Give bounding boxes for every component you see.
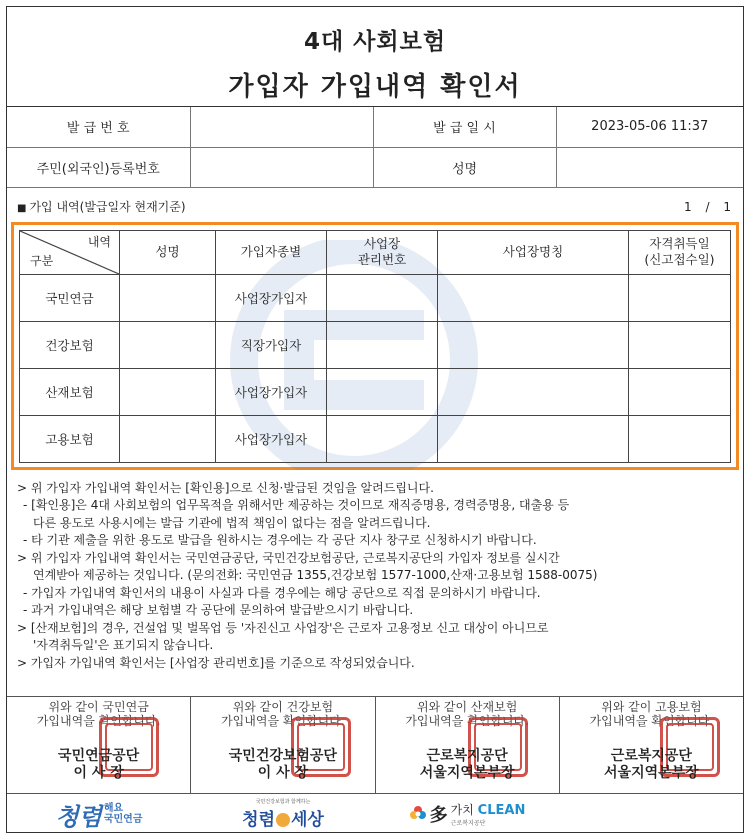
row-workplace xyxy=(438,415,629,462)
row-kind: 사업장가입자 xyxy=(216,368,327,415)
name-value xyxy=(556,147,743,187)
table-row xyxy=(20,274,731,321)
signature-org: 근로복지공단 서울지역본부장 xyxy=(419,748,515,781)
row-date xyxy=(629,274,731,321)
note-line: > 위 가입자 가입내역 확인서는 국민연금공단, 국민건강보험공단, 근로복지공단의 가입자 정보를 실시간 xyxy=(17,550,560,565)
signature-cell-nhis xyxy=(191,697,375,793)
comwel-logo: 多 가치 CLEAN 근로복지공단 xyxy=(375,801,559,827)
resident-no-value xyxy=(190,147,373,187)
note-line: - 가입자 가입내역 확인서의 내용이 사실과 다를 경우에는 해당 공단으로 직접 문의하시기 바랍니다. xyxy=(23,585,541,600)
note-line: 다른 용도로 사용시에는 발급 기관에 법적 책임이 없다는 점을 알려드립니다. xyxy=(33,515,431,530)
page-count: 1 / 1 xyxy=(684,199,731,214)
nhis-logo: 국민건강보험과 함께하는 청렴 세상 xyxy=(242,799,324,830)
row-name xyxy=(120,368,216,415)
issue-date-label: 발 급 일 시 xyxy=(373,107,556,147)
row-kind: 직장가입자 xyxy=(216,321,327,368)
row-type: 산재보험 xyxy=(20,368,120,415)
row-workplace xyxy=(438,274,629,321)
table-row xyxy=(20,415,731,462)
signature-statement: 위와 같이 고용보험 가입내역을 확인합니다. xyxy=(589,700,714,728)
title-area xyxy=(7,7,743,107)
column-header-mgmt-no: 사업장 관리번호 xyxy=(327,230,438,274)
notes-section xyxy=(7,470,743,673)
row-name xyxy=(120,274,216,321)
column-header-kind: 가입자종별 xyxy=(216,230,327,274)
row-date xyxy=(629,321,731,368)
smile-icon xyxy=(276,813,290,827)
note-line: > 위 가입자 가입내역 확인서는 [확인용]으로 신청·발급된 것임을 알려드립니다. xyxy=(17,480,434,495)
enrollment-table xyxy=(19,230,731,463)
flower-icon xyxy=(409,805,427,823)
note-line: - [확인용]은 4대 사회보험의 업무목적을 위해서만 제공하는 것이므로 재직증명용, 경력증명용, 대출용 등 xyxy=(23,498,570,512)
issue-no-value xyxy=(190,107,373,147)
row-date xyxy=(629,415,731,462)
row-kind: 사업장가입자 xyxy=(216,274,327,321)
note-line: 연계받아 제공하는 것입니다. (문의전화: 국민연금 1355,건강보험 1577-1000,산재·고용보험 1588-0075) xyxy=(33,568,598,582)
note-line: '자격취득일'은 표기되지 않습니다. xyxy=(33,638,214,652)
signature-row xyxy=(7,696,743,794)
table-row xyxy=(20,321,731,368)
row-mgmt-no xyxy=(327,368,438,415)
table-row xyxy=(20,368,731,415)
row-name xyxy=(120,321,216,368)
row-workplace xyxy=(438,368,629,415)
row-date xyxy=(629,368,731,415)
enrollment-table-highlight xyxy=(11,222,739,470)
note-line: > [산재보험]의 경우, 건설업 및 벌목업 등 '자진신고 사업장'은 근로자 고용정보 신고 대상이 아니므로 xyxy=(17,620,549,635)
document-title-line2: 가입자 가입내역 확인서 xyxy=(228,72,522,102)
signature-statement: 위와 같이 산재보험 가입내역을 확인합니다. xyxy=(405,700,529,728)
issue-date-value: 2023-05-06 11:37 xyxy=(556,107,743,147)
signature-cell-comwel-industrial xyxy=(376,697,560,793)
note-line: > 가입자 가입내역 확인서는 [사업장 관리번호]를 기준으로 작성되었습니다. xyxy=(17,655,415,670)
row-mgmt-no xyxy=(327,274,438,321)
signature-statement: 위와 같이 건강보험 가입내역을 확인합니다. xyxy=(221,700,345,728)
signature-cell-comwel-employment xyxy=(560,697,743,793)
info-table xyxy=(7,107,743,188)
square-bullet-icon: ■ xyxy=(17,203,27,214)
row-kind: 사업장가입자 xyxy=(216,415,327,462)
issue-no-label: 발 급 번 호 xyxy=(7,107,190,147)
row-type: 건강보험 xyxy=(20,321,120,368)
certificate-sheet xyxy=(6,6,744,833)
row-type: 고용보험 xyxy=(20,415,120,462)
resident-no-label: 주민(외국인)등록번호 xyxy=(7,147,190,187)
row-mgmt-no xyxy=(327,415,438,462)
nps-logo: 청렴 해요 국민연금 xyxy=(55,802,143,831)
signature-org: 국민연금공단 이 사 장 xyxy=(58,748,140,781)
logo-row xyxy=(7,796,743,832)
column-header-name: 성명 xyxy=(120,230,216,274)
note-line: - 과거 가입내역은 해당 보험별 각 공단에 문의하여 발급받으시기 바랍니다. xyxy=(23,603,414,617)
signature-cell-nps xyxy=(7,697,191,793)
signature-org: 근로복지공단 서울지역본부장 xyxy=(604,748,699,781)
row-mgmt-no xyxy=(327,321,438,368)
section-title: ■ 가입 내역(발급일자 현재기준) xyxy=(17,200,186,214)
note-line: - 타 기관 제출을 위한 용도로 발급을 원하시는 경우에는 각 공단 지사 창구로 신청하시기 바랍니다. xyxy=(23,533,537,547)
row-name xyxy=(120,415,216,462)
column-header-date: 자격취득일 (신고접수일) xyxy=(629,230,731,274)
signature-statement: 위와 같이 국민연금 가입내역을 확인합니다. xyxy=(36,700,161,728)
row-workplace xyxy=(438,321,629,368)
name-label: 성명 xyxy=(373,147,556,187)
column-header-workplace: 사업장명칭 xyxy=(438,230,629,274)
document-title-line1: 4대 사회보험 xyxy=(303,29,447,55)
diagonal-header-cell: 내역 구분 xyxy=(20,230,120,274)
signature-org: 국민건강보험공단 이 사 장 xyxy=(228,748,337,781)
section-bar xyxy=(7,194,743,220)
row-type: 국민연금 xyxy=(20,274,120,321)
